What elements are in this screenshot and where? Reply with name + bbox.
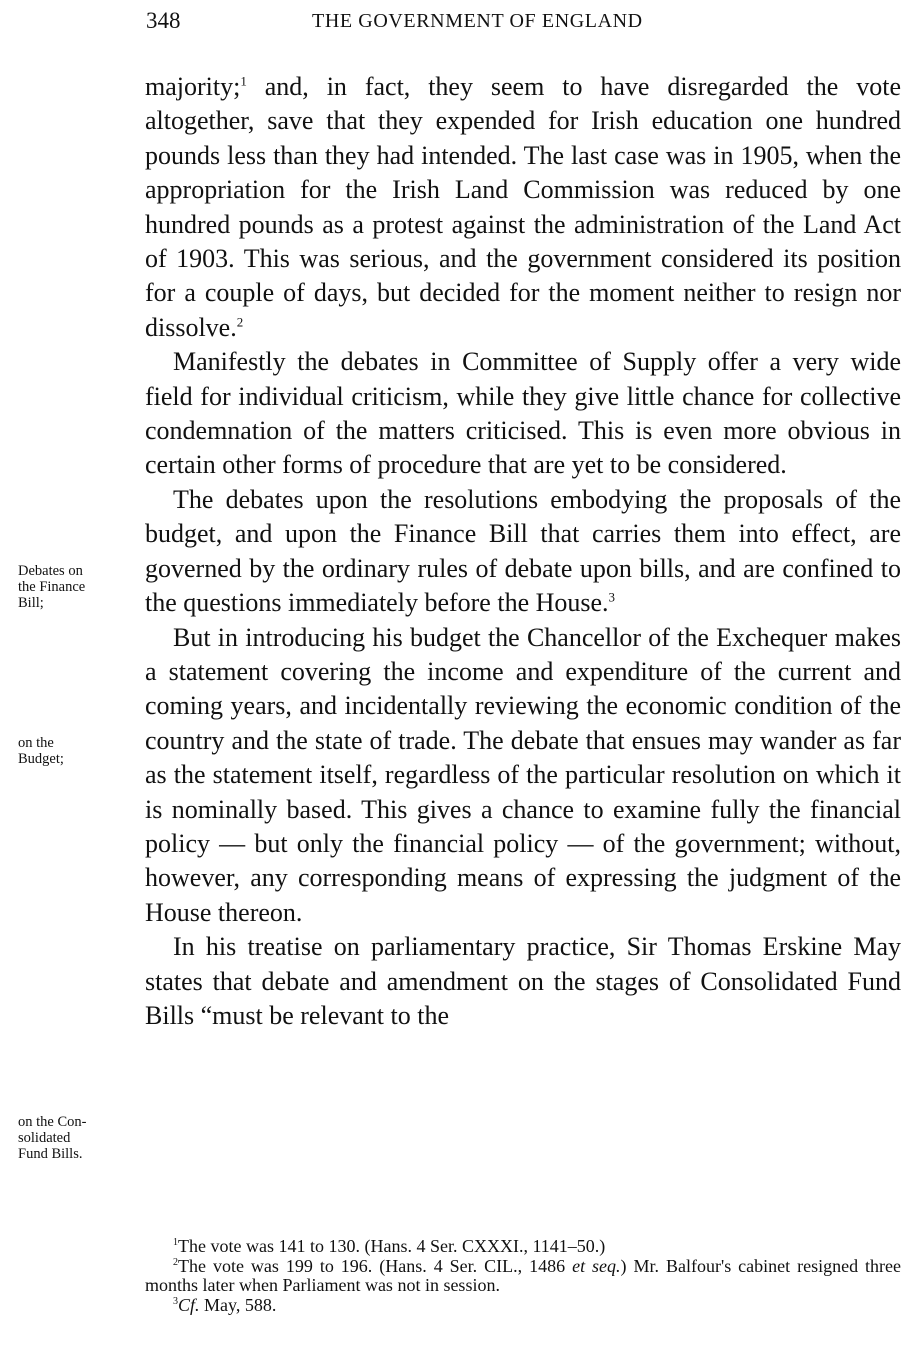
margin-note-line: Budget; <box>18 751 64 767</box>
footnote-text: The vote was 199 to 196. (Hans. 4 Ser. CIL., 1486 <box>178 1255 573 1276</box>
paragraph-finance-bill <box>145 483 901 621</box>
margin-note-consolidated-fund <box>18 1114 140 1162</box>
text-run: and, in fact, they seem to have disregarded the vote altogether, save that they expended for Irish education one hundred pounds less than they had intended. The last case was in 1905, when the appropriation for the Irish Land Commission was reduced by one hundred pounds as a protest against the administration of the Land Act of 1903. This was serious, and the government considered its position for a couple of days, but decided for the moment neither to resign nor dissolve. <box>145 72 901 342</box>
margin-note-budget <box>18 735 140 767</box>
margin-note-line: on the <box>18 735 54 751</box>
footnote-1 <box>145 1237 901 1257</box>
footnote-text: May, 588. <box>199 1294 277 1315</box>
footnote-ref-2: 2 <box>236 314 244 330</box>
text-run: Manifestly the debates in Committee of Supply offer a very wide field for individual criticism, while they give little chance for collective condemnation of the matters criticised. This is even more obvious in certain other forms of procedure that are yet to be considered. <box>145 347 901 480</box>
margin-note-line: Debates on <box>18 563 83 579</box>
margin-note-line: solidated <box>18 1130 71 1146</box>
footnote-text: ) Mr. Balfour's cabinet resigned three months later when Parliament was not in session. <box>145 1255 902 1295</box>
page-number: 348 <box>146 8 181 33</box>
text-run: majority; <box>145 72 241 101</box>
margin-note-line: on the Con- <box>18 1114 87 1130</box>
margin-note-finance-bill <box>18 563 140 611</box>
footnote-ref-3: 3 <box>608 589 616 605</box>
paragraph-continued <box>145 70 901 345</box>
paragraph-budget <box>145 621 901 931</box>
footnote-2 <box>145 1257 901 1296</box>
footnote-italic: Cf. <box>178 1294 200 1315</box>
footnote-italic: et seq. <box>572 1255 621 1276</box>
footnotes <box>145 1237 901 1315</box>
text-run: But in introducing his budget the Chancellor of the Exchequer makes a statement covering the income and expenditure of the current and coming years, and incidentally reviewing the economic condition of the country and the state of trade. The debate that ensues may wander as far as the statement itself, regardless of the particular resolution on which it is nominally based. This gives a chance to examine fully the financial policy — but only the financial policy — of the government; without, however, any corresponding means of expressing the judgment of the House thereon. <box>145 622 901 927</box>
footnote-text: The vote was 141 to 130. (Hans. 4 Ser. CXXXI., 1141–50.) <box>178 1236 606 1256</box>
page-header <box>0 8 921 38</box>
footnote-mark: 1 <box>173 1237 178 1248</box>
margin-note-line: Fund Bills. <box>18 1146 83 1162</box>
paragraph-supply-debates <box>145 345 901 483</box>
text-run: The debates upon the resolutions embodying the proposals of the budget, and upon the Finance Bill that carries them into effect, are governed by the ordinary rules of debate upon bills, and are confined to the questions immediately before the House. <box>145 484 901 618</box>
footnote-mark: 2 <box>173 1256 178 1268</box>
footnote-ref-1: 1 <box>240 73 247 89</box>
margin-note-line: the Finance <box>18 579 86 595</box>
margin-note-line: Bill; <box>18 595 44 611</box>
paragraph-consolidated-fund <box>145 930 901 1033</box>
text-run: In his treatise on parliamentary practice, Sir Thomas Erskine May states that debate and amendment on the stages of Consolidated Fund Bills “must be relevant to the <box>145 932 901 1030</box>
running-title: THE GOVERNMENT OF ENGLAND <box>312 10 643 32</box>
main-text <box>145 70 901 1033</box>
footnote-mark: 3 <box>173 1295 178 1307</box>
footnote-3 <box>145 1296 901 1316</box>
